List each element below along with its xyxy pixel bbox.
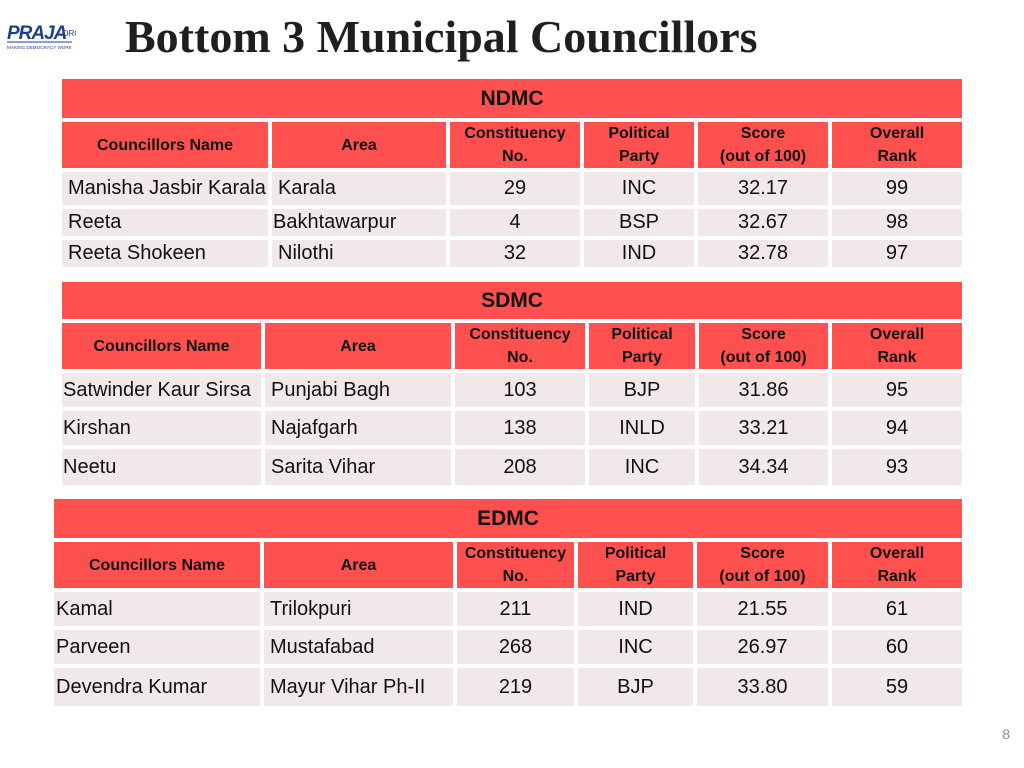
cell-area: Sarita Vihar xyxy=(263,447,453,487)
cell-name: Parveen xyxy=(52,628,262,666)
table-row xyxy=(52,666,964,708)
col-header-party: Political Party xyxy=(576,540,695,590)
cell-area: Mustafabad xyxy=(262,628,455,666)
cell-score: 32.17 xyxy=(696,170,830,207)
cell-constituency: 211 xyxy=(455,590,576,628)
cell-area: Karala xyxy=(270,170,448,207)
cell-rank: 59 xyxy=(830,666,964,708)
logo-brand-text: PRAJA xyxy=(7,23,67,44)
cell-area: Trilokpuri xyxy=(262,590,455,628)
cell-constituency: 219 xyxy=(455,666,576,708)
cell-name: Manisha Jasbir Karala xyxy=(60,170,270,207)
col-header-constituency: Constituency No. xyxy=(448,120,582,170)
col-header-area: Area xyxy=(262,540,455,590)
table-row xyxy=(52,590,964,628)
cell-score: 33.21 xyxy=(697,409,830,447)
cell-party: IND xyxy=(582,238,696,269)
table-title: NDMC xyxy=(60,77,964,120)
cell-rank: 98 xyxy=(830,207,964,238)
col-header-name: Councillors Name xyxy=(52,540,262,590)
cell-rank: 94 xyxy=(830,409,964,447)
cell-constituency: 208 xyxy=(453,447,587,487)
cell-rank: 97 xyxy=(830,238,964,269)
col-header-rank: Overall Rank xyxy=(830,120,964,170)
cell-rank: 95 xyxy=(830,371,964,409)
table-row xyxy=(60,409,964,447)
col-header-score: Score (out of 100) xyxy=(696,120,830,170)
cell-name: Satwinder Kaur Sirsa xyxy=(60,371,263,409)
cell-rank: 61 xyxy=(830,590,964,628)
cell-party: BSP xyxy=(582,207,696,238)
col-header-name: Councillors Name xyxy=(60,120,270,170)
praja-logo xyxy=(6,18,76,54)
cell-name: Reeta Shokeen xyxy=(60,238,270,269)
cell-area: Punjabi Bagh xyxy=(263,371,453,409)
col-header-constituency: Constituency No. xyxy=(453,321,587,371)
page-number: 8 xyxy=(1002,726,1010,742)
cell-score: 21.55 xyxy=(695,590,830,628)
cell-name: Neetu xyxy=(60,447,263,487)
col-header-score: Score (out of 100) xyxy=(697,321,830,371)
cell-constituency: 103 xyxy=(453,371,587,409)
cell-area: Bakhtawarpur xyxy=(270,207,448,238)
logo-tagline-text: MAKING DEMOCRACY WORK xyxy=(7,45,72,50)
cell-score: 32.67 xyxy=(696,207,830,238)
cell-score: 32.78 xyxy=(696,238,830,269)
col-header-area: Area xyxy=(270,120,448,170)
cell-score: 31.86 xyxy=(697,371,830,409)
cell-party: INLD xyxy=(587,409,697,447)
cell-name: Kirshan xyxy=(60,409,263,447)
table-title: SDMC xyxy=(60,280,964,321)
table-row xyxy=(52,628,964,666)
cell-name: Reeta xyxy=(60,207,270,238)
col-header-score: Score (out of 100) xyxy=(695,540,830,590)
table-title: EDMC xyxy=(52,497,964,540)
col-header-name: Councillors Name xyxy=(60,321,263,371)
cell-rank: 93 xyxy=(830,447,964,487)
cell-area: Mayur Vihar Ph-II xyxy=(262,666,455,708)
cell-score: 33.80 xyxy=(695,666,830,708)
cell-area: Nilothi xyxy=(270,238,448,269)
table-row xyxy=(60,207,964,238)
cell-area: Najafgarh xyxy=(263,409,453,447)
page-title: Bottom 3 Municipal Councillors xyxy=(125,11,758,62)
cell-constituency: 4 xyxy=(448,207,582,238)
cell-score: 34.34 xyxy=(697,447,830,487)
table-row xyxy=(60,170,964,207)
table-row xyxy=(60,238,964,269)
table-row xyxy=(60,371,964,409)
col-header-rank: Overall Rank xyxy=(830,321,964,371)
cell-constituency: 29 xyxy=(448,170,582,207)
logo-org-text: .OR xyxy=(60,29,75,38)
col-header-rank: Overall Rank xyxy=(830,540,964,590)
cell-name: Devendra Kumar xyxy=(52,666,262,708)
cell-constituency: 32 xyxy=(448,238,582,269)
col-header-constituency: Constituency No. xyxy=(455,540,576,590)
cell-constituency: 138 xyxy=(453,409,587,447)
col-header-party: Political Party xyxy=(587,321,697,371)
sdmc-table xyxy=(60,280,964,487)
cell-party: BJP xyxy=(576,666,695,708)
cell-party: BJP xyxy=(587,371,697,409)
cell-name: Kamal xyxy=(52,590,262,628)
edmc-table xyxy=(52,497,964,708)
table-row xyxy=(60,447,964,487)
cell-party: INC xyxy=(587,447,697,487)
col-header-area: Area xyxy=(263,321,453,371)
col-header-party: Political Party xyxy=(582,120,696,170)
cell-score: 26.97 xyxy=(695,628,830,666)
cell-party: INC xyxy=(576,628,695,666)
cell-party: IND xyxy=(576,590,695,628)
ndmc-table xyxy=(60,77,964,269)
cell-rank: 60 xyxy=(830,628,964,666)
cell-rank: 99 xyxy=(830,170,964,207)
cell-party: INC xyxy=(582,170,696,207)
cell-constituency: 268 xyxy=(455,628,576,666)
